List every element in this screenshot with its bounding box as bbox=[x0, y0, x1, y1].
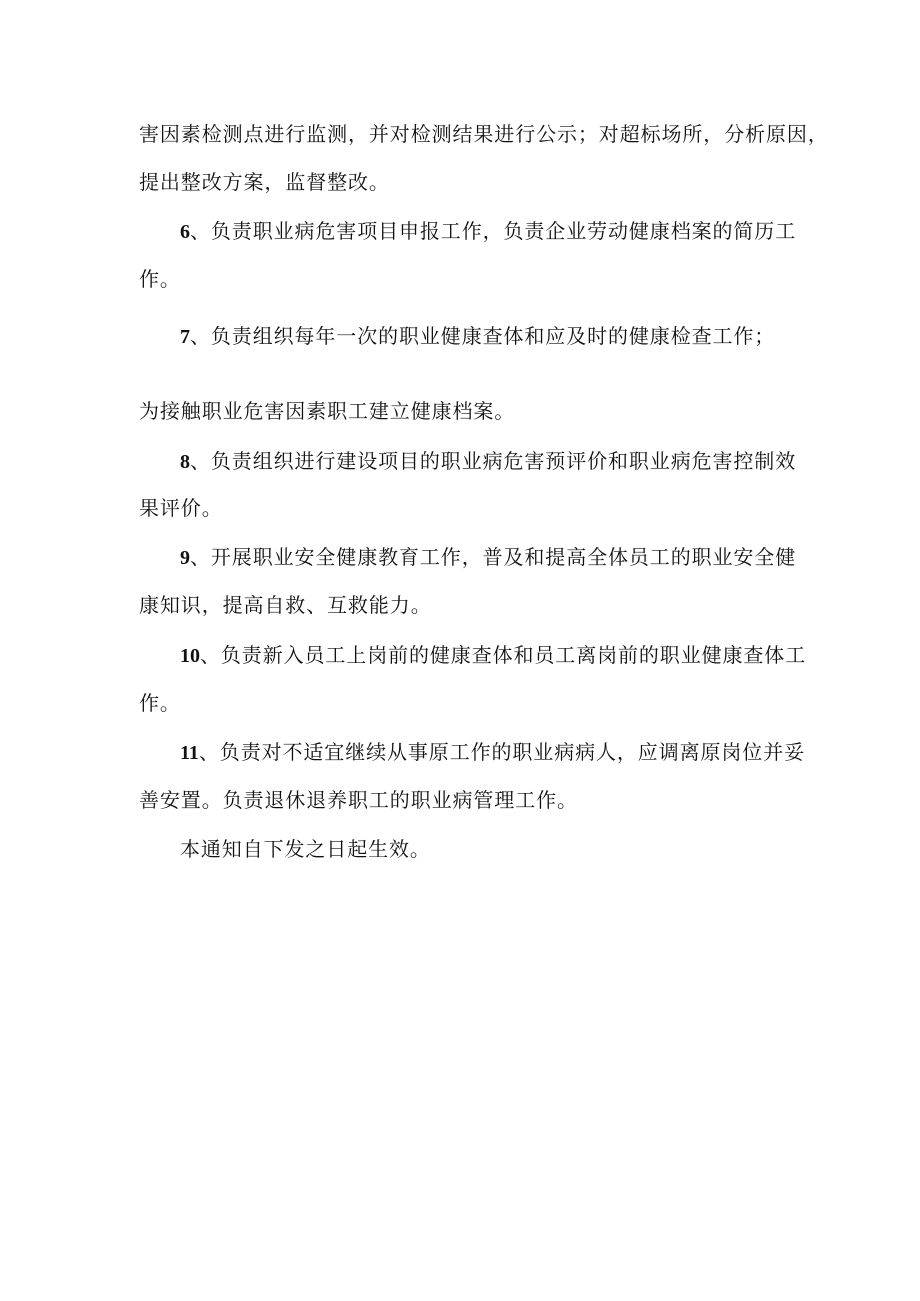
paragraph-line bbox=[139, 265, 181, 293]
paragraph-line bbox=[139, 397, 515, 425]
paragraph-text: 为接触职业危害因素职工建立健康档案。 bbox=[139, 399, 516, 423]
paragraph-text: 善安置。负责退休退养职工的职业病管理工作。 bbox=[139, 788, 578, 812]
list-item-6 bbox=[180, 217, 796, 246]
list-item-9 bbox=[180, 543, 796, 572]
item-number: 10 bbox=[180, 645, 200, 667]
paragraph-text: 提出整改方案，监督整改。 bbox=[139, 170, 390, 194]
paragraph-text: 、负责职业病危害项目申报工作，负责企业劳动健康档案的简历工 bbox=[190, 219, 797, 243]
paragraph-text: 、负责新入员工上岗前的健康查体和员工离岗前的职业健康查体工 bbox=[200, 643, 807, 667]
item-number: 6 bbox=[180, 221, 190, 243]
paragraph-text: 果评价。 bbox=[139, 496, 223, 520]
closing-statement bbox=[180, 835, 431, 863]
paragraph-line bbox=[139, 591, 432, 619]
list-item-11 bbox=[180, 738, 805, 767]
paragraph-line bbox=[139, 120, 829, 148]
paragraph-line bbox=[139, 786, 578, 814]
paragraph-text: 作。 bbox=[139, 691, 181, 715]
paragraph-text: 、负责对不适宜继续从事原工作的职业病病人，应调离原岗位并妥 bbox=[198, 740, 806, 764]
paragraph-text: 、负责组织每年一次的职业健康查体和应及时的健康检查工作； bbox=[190, 324, 776, 348]
item-number: 7 bbox=[180, 326, 190, 348]
paragraph-text: 害因素检测点进行监测，并对检测结果进行公示；对超标场所，分析原因， bbox=[139, 122, 829, 146]
paragraph-line bbox=[139, 689, 181, 717]
paragraph-line bbox=[139, 168, 390, 196]
list-item-8 bbox=[180, 447, 796, 476]
paragraph-text: 、负责组织进行建设项目的职业病危害预评价和职业病危害控制效 bbox=[190, 449, 797, 473]
paragraph-text: 、开展职业安全健康教育工作，普及和提高全体员工的职业安全健 bbox=[190, 545, 797, 569]
paragraph-text: 康知识，提高自救、互救能力。 bbox=[139, 593, 432, 617]
paragraph-line bbox=[139, 494, 223, 522]
paragraph-text: 本通知自下发之日起生效。 bbox=[180, 837, 431, 861]
paragraph-text: 作。 bbox=[139, 267, 181, 291]
list-item-7 bbox=[180, 322, 775, 351]
item-number: 9 bbox=[180, 547, 190, 569]
list-item-10 bbox=[180, 641, 806, 670]
item-number: 8 bbox=[180, 451, 190, 473]
item-number: 11 bbox=[180, 742, 199, 764]
